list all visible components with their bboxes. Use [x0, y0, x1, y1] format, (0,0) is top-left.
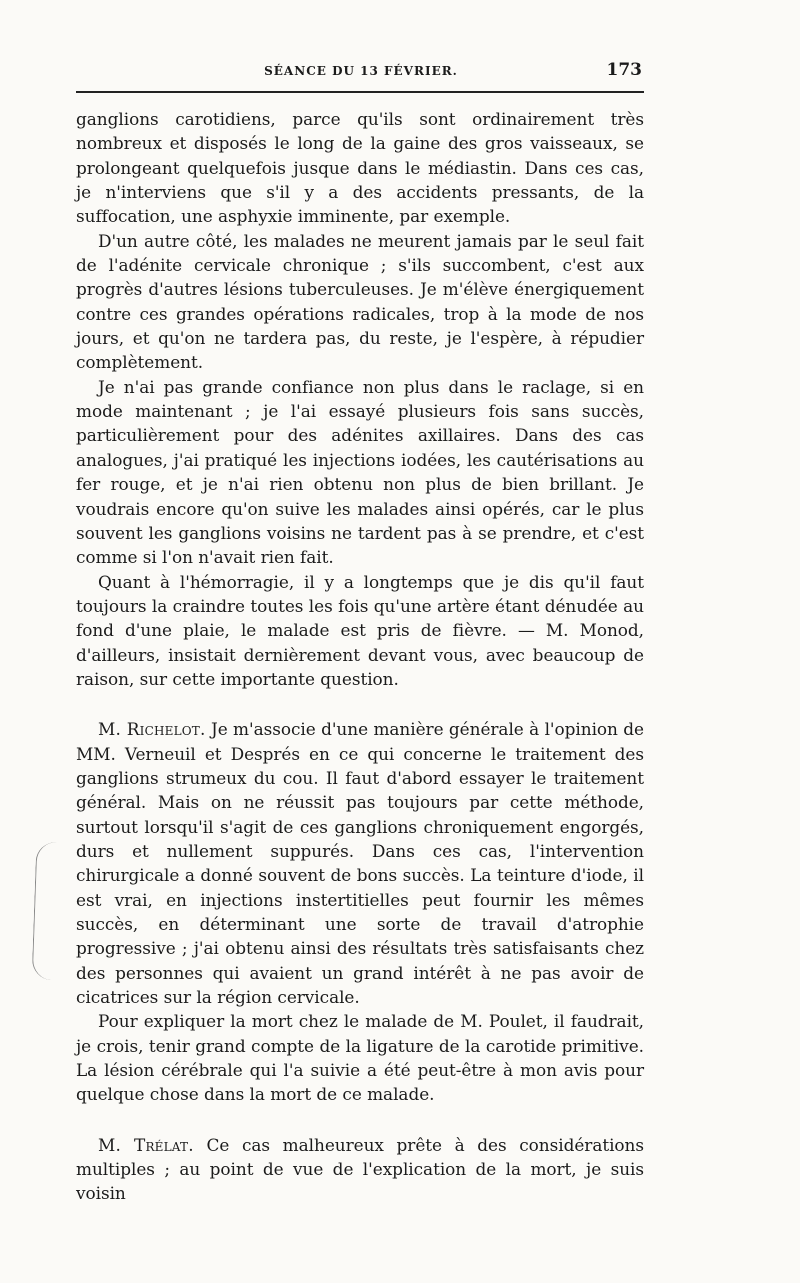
- header-rule: [76, 91, 644, 93]
- paragraph-death-explanation: Pour expliquer la mort chez le malade de M. Poulet, il faudrait, je crois, tenir grand compte de la ligature de la carotide primitive. La lésion cérébrale qui l'a suivie a été peut-être à mon avis pour quelque chose dans la mort de ce malade.: [76, 1011, 644, 1105]
- running-head: SÉANCE DU 13 FÉVRIER.: [264, 64, 458, 78]
- page-header: [76, 58, 646, 84]
- paragraph-trelat-speech: [76, 1133, 644, 1206]
- paragraph-cervical-adenitis: D'un autre côté, les malades ne meurent jamais par le seul fait de l'adénite cervicale chronique ; s'ils succombent, c'est aux progrès d'autres lésions tuberculeuses. Je m'élève énergiquement contre ces grandes opérations radicales, trop à la mode de nos jours, et qu'on ne tardera pas, du reste, je l'espère, à répudier complètement.: [76, 230, 644, 373]
- paragraph-richelot-speech: [76, 717, 644, 1009]
- paragraph-carotid-ganglia: ganglions carotidiens, parce qu'ils sont ordinairement très nombreux et disposés le long de la gaine des gros vaisseaux, se prolongeant quelquefois jusque dans le médiastin. Dans ces cas, je n'interviens que s'il y a des accidents pressants, de la suffocation, une asphyxie imminente, par exemple.: [76, 109, 644, 227]
- trelat-speech-text: Ce cas malheureux prête à des considérations multiples ; au point de vue de l'explication de la mort, je suis voisin: [76, 1134, 645, 1204]
- speaker-trelat: M. Trélat.: [98, 1134, 194, 1155]
- page-body: [76, 107, 644, 1206]
- paragraph-hemorrhage: Quant à l'hémorragie, il y a longtemps que je dis qu'il faut toujours la craindre toutes les fois qu'une artère étant dénudée au fond d'une plaie, le malade est pris de fièvre. — M. Monod, d'ailleurs, insistait dernièrement devant vous, avec beaucoup de raison, sur cette importante question.: [76, 571, 644, 689]
- page-number: 173: [606, 60, 642, 80]
- margin-bracket-mark: [32, 842, 68, 981]
- speaker-richelot: M. Richelot.: [98, 719, 206, 740]
- richelot-speech-text: Je m'associe d'une manière générale à l'opinion de MM. Verneuil et Després en ce qui concerne le traitement des ganglions strumeux du cou. Il faut d'abord essayer le traitement général. Mais on ne réussit pas toujours par cette méthode, surtout lorsqu'il s'agit de ces ganglions chroniquement engorgés, durs et nullement suppurés. Dans ces cas, l'intervention chirurgicale a donné souvent de bons succès. La teinture d'iode, il est vrai, en injections instertitielles peut fournir les mêmes succès, en déterminant une sorte de travail d'atrophie progressive ; j'ai obtenu ainsi des résultats très satisfaisants chez des personnes qui avaient un grand intérêt à ne pas avoir de cicatrices sur la région cervicale.: [76, 719, 644, 1008]
- paragraph-scraping: Je n'ai pas grande confiance non plus dans le raclage, si en mode maintenant ; je l'ai essayé plusieurs fois sans succès, particulièrement pour des adénites axillaires. Dans des cas analogues, j'ai pratiqué les injections iodées, les cautérisations au fer rouge, et je n'ai rien obtenu non plus de bien brillant. Je voudrais encore qu'on suive les malades ainsi opérés, car le plus souvent les ganglions voisins ne tardent pas à se prendre, et c'est comme si l'on n'avait rien fait.: [76, 376, 644, 568]
